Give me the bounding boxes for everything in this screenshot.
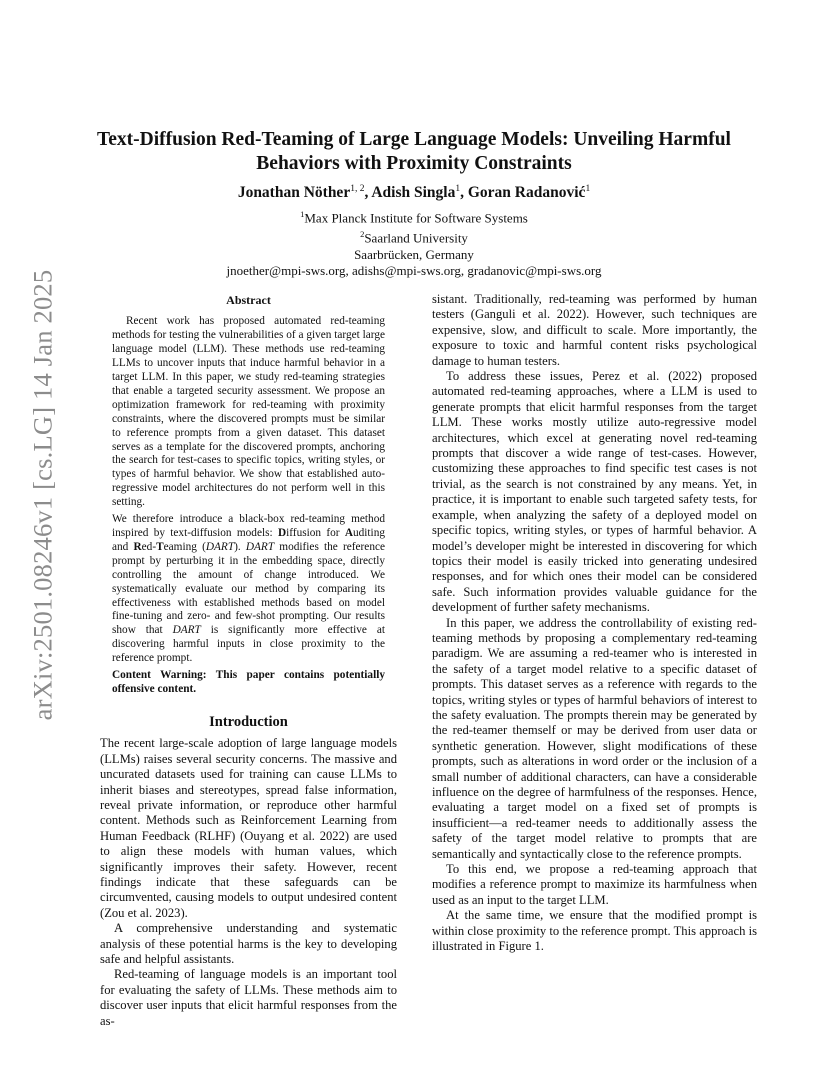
acronym-letter: D: [277, 527, 287, 539]
author-2: [371, 184, 468, 201]
author-3: [468, 184, 590, 201]
text-run: ).: [234, 540, 246, 553]
author-separator: ,: [364, 184, 372, 202]
affil-marker: 2: [360, 229, 365, 240]
author-affil-marker: 1: [455, 184, 461, 194]
affil-marker: 1: [300, 209, 305, 219]
abstract-heading: Abstract: [226, 293, 271, 307]
author-separator: ,: [460, 184, 468, 202]
acronym-letter: R: [133, 540, 142, 553]
title-line-2: Behaviors with Proximity Constraints: [256, 153, 572, 174]
author-affil-marker: 1: [585, 184, 591, 194]
text-run: eaming (: [163, 540, 206, 553]
method-name: DART: [205, 540, 235, 553]
text-run: is significantly more effective at discovering harmful inputs in close proximity to the reference prompt.: [112, 624, 385, 665]
introduction-heading: Introduction: [209, 713, 288, 730]
affiliation-2: [80, 226, 748, 246]
author-name: Jonathan Nöther: [237, 184, 351, 202]
affiliation-1: [80, 206, 748, 226]
method-name: DART: [172, 624, 201, 637]
right-paragraph-5: At the same time, we ensure that the modified prompt is within close proximity to the reference prompt. This approach is illustrated in Figure 1.: [432, 908, 757, 954]
intro-paragraph-2: A comprehensive understanding and systematic analysis of these potential harms is the key to developing safe and helpful assistants.: [100, 921, 397, 966]
right-paragraph-1: sistant. Traditionally, red-teaming was performed by human testers (Ganguli et al. 2022). However, such techniques are expensive, slow, and difficult to scale. More importantly, the exposure to toxic and harmful content risks psychological damage to human testers.: [432, 292, 757, 368]
affiliation-city: Saarbrücken, Germany: [354, 246, 474, 262]
author-1: [238, 184, 372, 201]
affil-text: Max Planck Institute for Software Systems: [304, 210, 528, 226]
text-run: iffusion for: [286, 527, 345, 539]
text-run: ed-: [141, 540, 157, 553]
left-column: [100, 293, 397, 1029]
content-warning: Content Warning: This paper contains potentially offensive content.: [112, 669, 385, 695]
intro-paragraph-3: Red-teaming of language models is an important tool for evaluating the safety of LLMs. These methods aim to discover user inputs that elicit harmful responses from the as-: [100, 967, 397, 1028]
acronym-letter: T: [156, 540, 164, 553]
right-paragraph-3: In this paper, we address the controllability of existing red-teaming methods by proposing a complementary red-teaming paradigm. We are assuming a red-teamer who is interested in the safety of a target model relative to a specific dataset of prompts. This dataset serves as a reference with regards to the topics, writing styles or types of harmful behaviors of interest to the safety evaluation. The prompts therein may be generated by the red-teamer themself or may be derived from user data or synthetic generation. However, slight modifications of these prompts, such as alterations in word order or the inclusion of a small number of additional characters, can have a considerable influence on the degree of harmfulness of the responses. Hence, evaluating a target model on a fixed set of prompts is insufficient—a red-teamer needs to additionally assess the safety of the target model relative to prompts that are semantically and syntactically close to the reference prompts.: [432, 615, 757, 861]
affiliations: [80, 206, 748, 279]
author-name: Goran Radanović: [467, 184, 586, 202]
paper-title: [80, 128, 748, 176]
right-column: [432, 292, 757, 954]
author-affil-marker: 1, 2: [350, 184, 365, 194]
text-run: uditing and: [112, 527, 385, 553]
arxiv-id-text: arXiv:2501.08246v1 [cs.LG] 14 Jan 2025: [27, 269, 58, 721]
abstract-body: [100, 315, 397, 696]
text-run: We therefore introduce a black-box red-teaming method inspired by text-diffusion models:: [112, 513, 385, 539]
title-line-1: Text-Diffusion Red-Teaming of Large Language Models: Unveiling Harmful: [97, 129, 731, 150]
acronym-letter: A: [344, 527, 353, 539]
method-name: DART: [245, 540, 275, 553]
affil-text: Saarland University: [364, 230, 468, 246]
author-emails: jnoether@mpi-sws.org, adishs@mpi-sws.org, gradanovic@mpi-sws.org: [226, 262, 602, 278]
text-run: modifies the reference prompt by perturbing it in the embedding space, directly controlling the amount of change introduced. We systematically evaluate our method by comparing its effectiveness with established methods based on model fine-tuning and zero- and few-shot prompting. Our results show that: [112, 540, 385, 637]
author-name: Adish Singla: [371, 184, 456, 202]
arxiv-identifier-sidebar: [26, 269, 60, 721]
abstract-paragraph-2: [112, 513, 385, 666]
abstract-paragraph-1: Recent work has proposed automated red-teaming methods for testing the vulnerabilities of a given target large language model (LLM). These methods use red-teaming LLMs to uncover inputs that induce harmful behavior in a target LLM. In this paper, we study red-teaming strategies that enable a targeted security assessment. We propose an optimization framework for red-teaming with proximity constraints, where the discovered prompts must be similar to reference prompts from a given dataset. This dataset serves as a template for the discovered prompts, anchoring the search for test-cases to specific topics, writing styles, or types of harmful behavior. We show that established auto-regressive model architectures do not perform well in this setting.: [112, 315, 385, 509]
intro-paragraph-1: The recent large-scale adoption of large language models (LLMs) raises several security concerns. The massive and uncurated datasets used for training can cause LLMs to inherit biases and stereotypes, spread false information, reveal private information, or reproduce other harmful content. Methods such as Reinforcement Learning from Human Feedback (RLHF) (Ouyang et al. 2022) are used to align these models with human values, which significantly improves their safety. However, recent findings indicate that these safeguards can be circumvented, causing models to output undesired content (Zou et al. 2023).: [100, 736, 397, 920]
right-paragraph-4: To this end, we propose a red-teaming approach that modifies a reference prompt to maximize its harmfulness when used as an input to the target LLM.: [432, 862, 757, 907]
author-list: [80, 184, 748, 202]
right-paragraph-2: To address these issues, Perez et al. (2022) proposed automated red-teaming approaches, where a LLM is used to generate prompts that elicit harmful responses from the target LLM. These works mostly utilize auto-regressive model architectures, which excel at generating novel red-teaming prompts that discover a wide range of test-cases. However, customizing these approaches to find specific test cases is not trivial, as the search is not constrained by any means. Yet, in practice, it is important to enable such targeted safety tests, for example, when analyzing the safety of a deployed model on specific topics, writing styles, or types of harmful behavior. A model’s developer might be interested in discovering for which topics their model is easily tricked into generating undesired responses, and for which ones their model can be considered safe. Such information provides valuable guidance for the development of further safety mechanisms.: [432, 369, 757, 615]
